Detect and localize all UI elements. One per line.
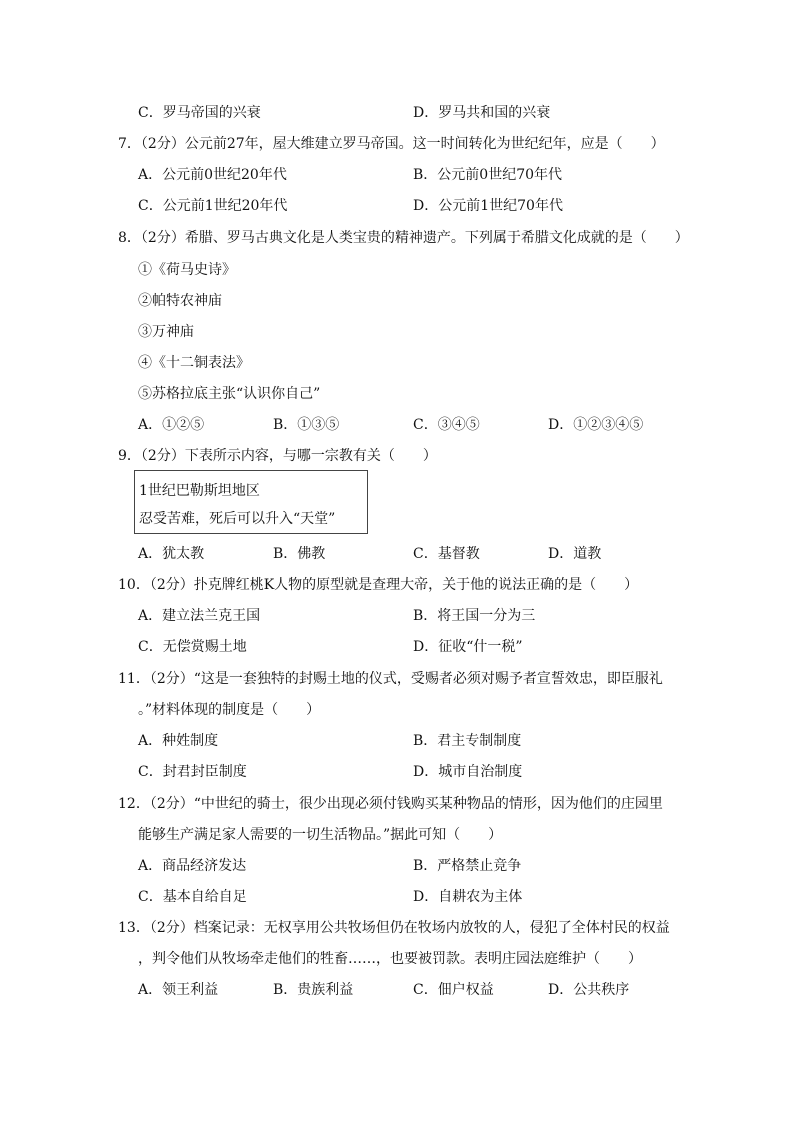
q13-option-d: D．公共秩序 [548,982,630,998]
q13-option-b: B．贵族利益 [273,982,354,998]
q10-option-d: D．征收“什一税” [413,639,523,655]
q8-option-c: C．③④⑤ [413,417,480,433]
q8-option-a: A．①②⑤ [138,417,205,433]
q10-option-c: C．无偿赏赐土地 [138,639,247,655]
q13-option-a: A．领王利益 [138,982,219,998]
q12-stem-line-2: 能够生产满足家人需要的一切生活物品。”据此可知（ ） [138,827,503,843]
q8-stem: 8．（2分）希腊、罗马古典文化是人类宝贵的精神遗产。下列属于希腊文化成就的是（ ） [118,230,689,246]
q9-option-d: D．道教 [548,546,602,562]
q8-item-2: ②帕特农神庙 [138,293,222,309]
q9-table-row-1: 1世纪巴勒斯坦地区 [139,483,260,499]
q8-item-1: ①《荷马史诗》 [138,262,236,278]
q10-option-b: B．将王国一分为三 [413,608,536,624]
q13-stem-line-2: ，判令他们从牧场牵走他们的牲畜……，也要被罚款。表明庄园法庭维护（ ） [138,951,642,967]
q6-option-d: D．罗马共和国的兴衰 [413,105,551,121]
q7-stem: 7．（2分）公元前27年，屋大维建立罗马帝国。这一时间转化为世纪纪年，应是（ ） [118,136,665,152]
q8-item-4: ④《十二铜表法》 [138,355,250,371]
q11-option-d: D．城市自治制度 [413,764,523,780]
q13-stem-line-1: 13．（2分）档案记录：无权享用公共牧场但仍在牧场内放牧的人，侵犯了全体村民的权益 [118,920,670,936]
q10-stem: 10．（2分）扑克牌红桃K人物的原型就是查理大帝，关于他的说法正确的是（ ） [118,577,639,593]
q9-option-b: B．佛教 [273,546,326,562]
q12-option-a: A．商品经济发达 [138,858,247,874]
q8-item-3: ③万神庙 [138,324,194,340]
q7-option-a: A．公元前0世纪20年代 [138,167,287,183]
q11-option-a: A．种姓制度 [138,733,219,749]
q11-option-c: C．封君封臣制度 [138,764,247,780]
q9-material-table [134,470,368,534]
q12-option-d: D．自耕农为主体 [413,889,523,905]
q10-option-a: A．建立法兰克王国 [138,608,261,624]
q12-option-c: C．基本自给自足 [138,889,247,905]
q8-item-5: ⑤苏格拉底主张“认识你自己” [138,386,321,402]
q11-stem-line-1: 11．（2分）“这是一套独特的封赐土地的仪式，受赐者必须对赐予者宣誓效忠，即臣服礼 [118,671,663,687]
q11-option-b: B．君主专制制度 [413,733,522,749]
q12-option-b: B．严格禁止竞争 [413,858,522,874]
q7-option-b: B．公元前0世纪70年代 [413,167,563,183]
q11-stem-line-2: 。”材料体现的制度是（ ） [138,702,321,718]
q7-option-d: D．公元前1世纪70年代 [413,198,563,214]
q8-option-b: B．①③⑤ [273,417,340,433]
q7-option-c: C．公元前1世纪20年代 [138,198,288,214]
q12-stem-line-1: 12．（2分）“中世纪的骑士，很少出现必须付钱购买某种物品的情形，因为他们的庄园里 [118,796,663,812]
q9-stem: 9．（2分）下表所示内容，与哪一宗教有关（ ） [118,448,437,464]
q8-option-d: D．①②③④⑤ [548,417,644,433]
q9-option-c: C．基督教 [413,546,480,562]
q9-option-a: A．犹太教 [138,546,205,562]
q13-option-c: C．佃户权益 [413,982,494,998]
q6-option-c: C．罗马帝国的兴衰 [138,105,261,121]
q9-table-row-2: 忍受苦难，死后可以升入“天堂” [139,511,336,527]
